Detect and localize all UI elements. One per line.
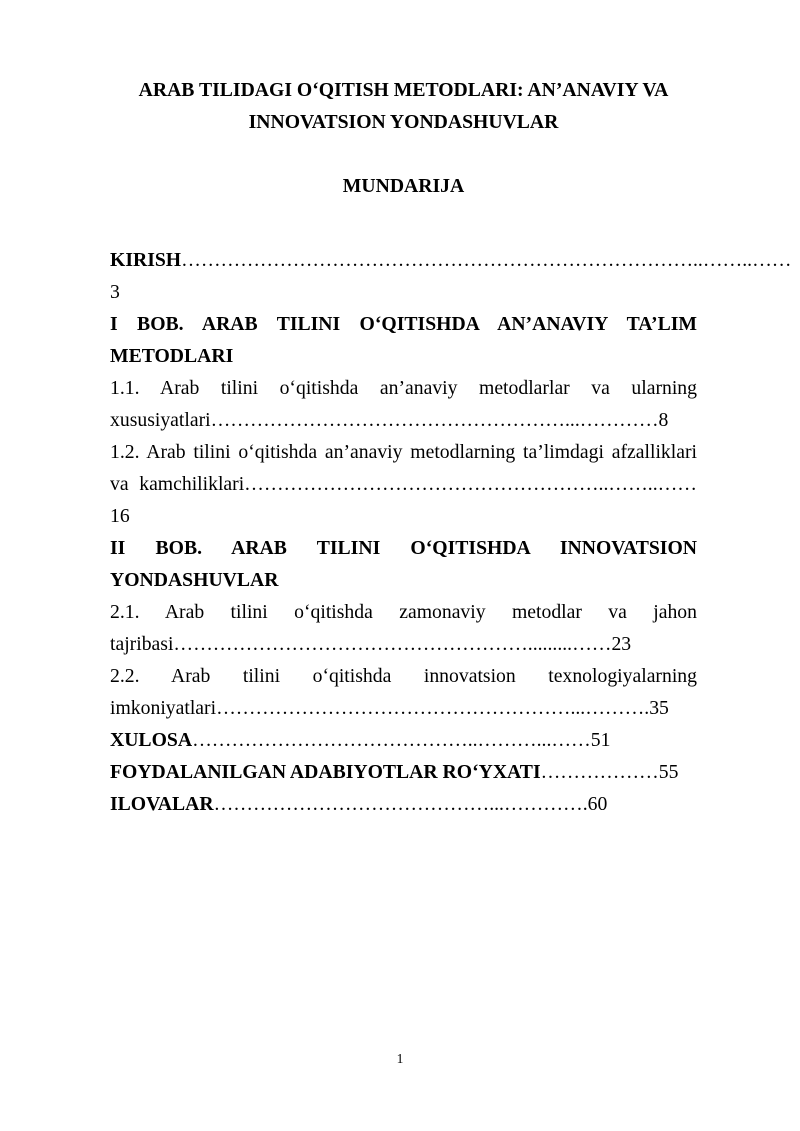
toc-entry-chapter-1	[110, 308, 697, 372]
toc-entry-2-1	[110, 596, 697, 660]
toc-entry-kirish	[110, 244, 792, 308]
toc-entry-label: II BOB. ARAB TILINI O‘QITISHDA INNOVATSION YONDASHUVLAR	[110, 537, 697, 591]
toc-entry-2-2	[110, 660, 697, 724]
toc-entry-dots-page: 2.1. Arab tilini o‘qitishda zamonaviy metodlar va jahon tajribasi……………………………………………….........……23	[110, 601, 697, 655]
toc-entry-dots-page: 1.1. Arab tilini o‘qitishda an’anaviy metodlarlar va ularning xususiyatlari………………………………………………...…………8	[110, 377, 697, 431]
toc-heading: MUNDARIJA	[342, 175, 465, 197]
toc-entry-dots-page: ………………55	[540, 761, 679, 783]
toc-entry-xulosa	[110, 724, 697, 756]
toc-entry-ilovalar	[110, 788, 697, 820]
toc-entry-1-1	[110, 372, 697, 436]
toc-entry-dots-page: ……………………………………...………….60	[213, 793, 608, 815]
document-title: ARAB TILIDAGI O‘QITISH METODLARI: AN’ANAVIY VA INNOVATSION YONDASHUVLAR	[138, 79, 669, 133]
toc-entry-label: ILOVALAR	[110, 793, 214, 815]
table-of-contents	[110, 244, 792, 820]
toc-entry-dots-page: ……………………………………………………………………..……..……3	[110, 249, 792, 303]
toc-entry-dots-page: ……………………………………..………...……51	[192, 729, 611, 751]
toc-entry-label: KIRISH	[110, 249, 182, 271]
toc-entry-chapter-2	[110, 532, 697, 596]
toc-entry-1-2	[110, 436, 697, 532]
toc-entry-label: I BOB. ARAB TILINI O‘QITISHDA AN’ANAVIY TA’LIM METODLARI	[110, 313, 697, 367]
toc-entry-dots-page: 2.2. Arab tilini o‘qitishda innovatsion texnologiyalarning imkoniyatlari………………………………………………...……….35	[110, 665, 697, 719]
toc-entry-adabiyotlar	[110, 756, 697, 788]
toc-entry-label: FOYDALANILGAN ADABIYOTLAR RO‘YXATI	[110, 761, 541, 783]
page-number: 1	[396, 1051, 404, 1066]
toc-entry-label: XULOSA	[110, 729, 193, 751]
toc-entry-dots-page: 1.2. Arab tilini o‘qitishda an’anaviy metodlarning ta’limdagi afzalliklari va kamchiliklari………………………………………………..……..……16	[110, 441, 697, 527]
